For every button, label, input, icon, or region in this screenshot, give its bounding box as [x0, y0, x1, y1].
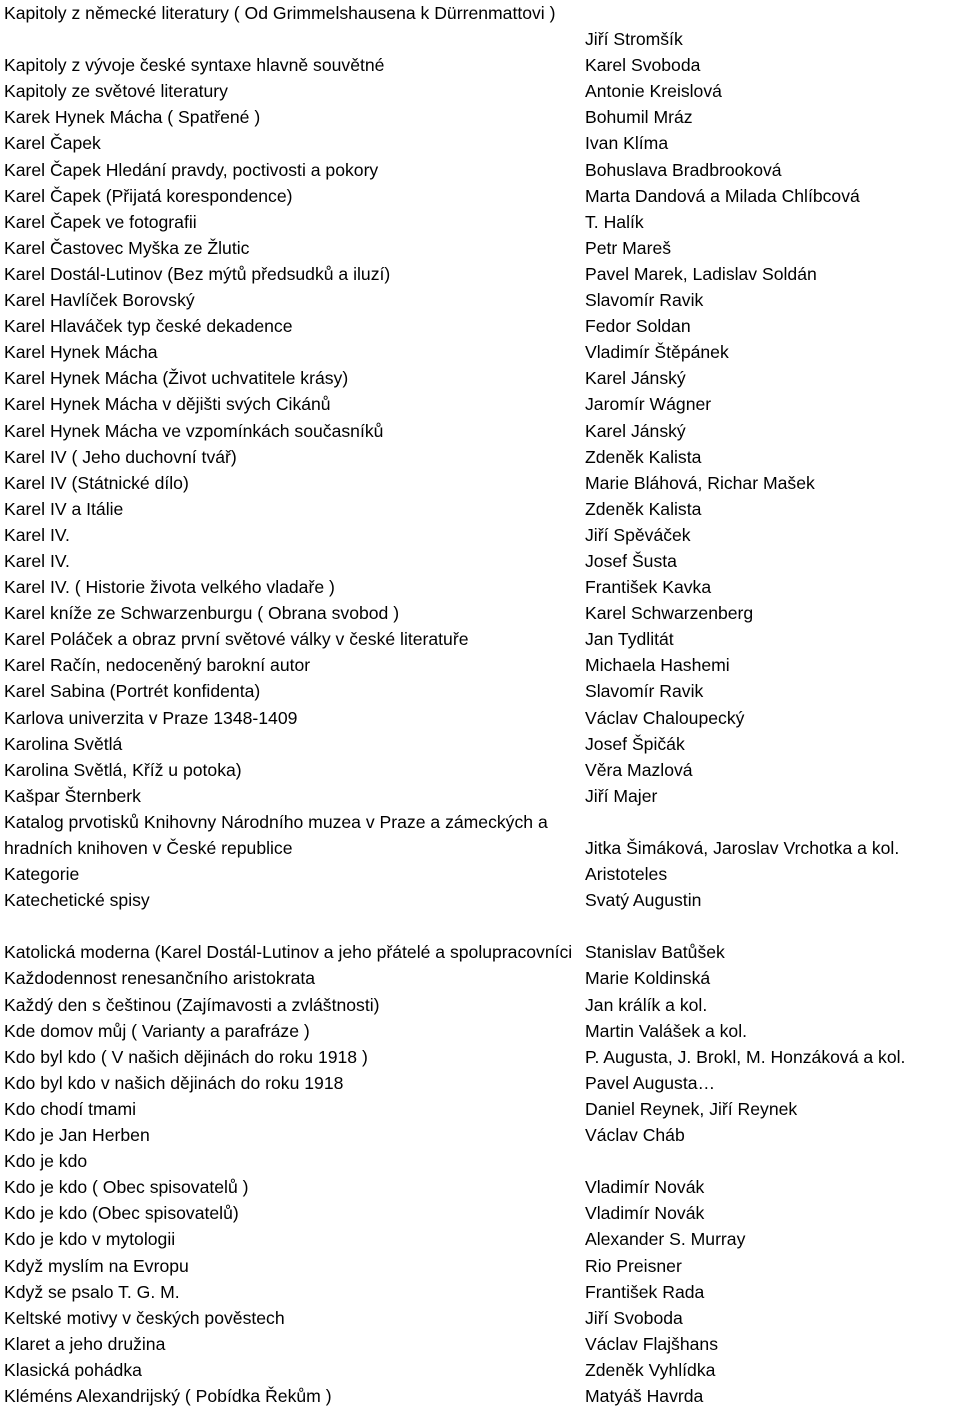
book-title: Karel Hynek Mácha: [4, 342, 158, 363]
book-title: Karel Čapek (Přijatá korespondence): [4, 185, 293, 206]
book-author: Zdeněk Kalista: [585, 446, 702, 467]
book-title: Karel IV a Itálie: [4, 498, 124, 519]
book-list: [4, 0, 960, 1409]
list-item: [4, 678, 960, 704]
book-title: Karel IV.: [4, 524, 70, 545]
list-item: [4, 783, 960, 809]
list-item: [4, 261, 960, 287]
book-author: Josef Šusta: [585, 550, 677, 571]
list-item: [4, 1331, 960, 1357]
book-author: Petr Mareš: [585, 237, 672, 258]
list-item: [4, 652, 960, 678]
book-author: Bohuslava Bradbrooková: [585, 159, 782, 180]
list-item: [4, 0, 960, 52]
book-title: Kapitoly ze světové literatury: [4, 81, 228, 102]
book-author: Karel Jánský: [585, 420, 686, 441]
list-item: [4, 1122, 960, 1148]
book-title: Keltské motivy v českých pověstech: [4, 1307, 285, 1328]
list-item: [4, 1096, 960, 1122]
book-author: Antonie Kreislová: [585, 81, 722, 102]
book-author: T. Halík: [585, 211, 644, 232]
book-author: František Rada: [585, 1281, 705, 1302]
book-author: Slavomír Ravik: [585, 681, 704, 702]
book-title: Kapitoly z německé literatury ( Od Grimmelshausena k Dürrenmattovi ): [4, 3, 556, 23]
list-item: [4, 626, 960, 652]
list-item: [4, 496, 960, 522]
book-title: Kde domov můj ( Varianty a parafráze ): [4, 1020, 310, 1041]
book-title: Kdo byl kdo ( V našich dějinách do roku 1918 ): [4, 1046, 368, 1067]
list-item: [4, 1174, 960, 1200]
book-author: Slavomír Ravik: [585, 290, 704, 311]
book-author: Ivan Klíma: [585, 133, 669, 154]
book-title: Karel Čapek Hledání pravdy, poctivosti a pokory: [4, 159, 379, 180]
book-title: Katechetické spisy: [4, 890, 150, 911]
list-item: [4, 1200, 960, 1226]
book-author: Vladimír Novák: [585, 1177, 705, 1198]
book-author: Vladimír Novák: [585, 1203, 705, 1224]
book-title: Karel Poláček a obraz první světové války v české literatuře: [4, 629, 469, 650]
book-author: Michaela Hashemi: [585, 655, 730, 676]
book-author: Václav Chaloupecký: [585, 707, 745, 728]
book-title: Karel IV.: [4, 550, 70, 571]
book-author: Pavel Augusta…: [585, 1072, 716, 1093]
list-item: [4, 861, 960, 887]
book-title: Kdo je kdo ( Obec spisovatelů ): [4, 1177, 249, 1198]
list-item: [4, 287, 960, 313]
list-item: [4, 157, 960, 183]
book-title: Karel Čapek: [4, 133, 101, 154]
book-title: Když myslím na Evropu: [4, 1255, 189, 1276]
list-item: [4, 130, 960, 156]
book-author: Jiří Spěváček: [585, 524, 691, 545]
book-title: Každý den s češtinou (Zajímavosti a zvláštnosti): [4, 994, 380, 1015]
list-item: [4, 444, 960, 470]
book-author: Matyáš Havrda: [585, 1385, 704, 1406]
list-item: [4, 1253, 960, 1279]
list-item: [4, 1070, 960, 1096]
book-author: Fedor Soldan: [585, 316, 691, 337]
book-title: Kdo je kdo: [4, 1151, 88, 1172]
book-author: Věra Mazlová: [585, 759, 693, 780]
book-author: Karel Schwarzenberg: [585, 603, 754, 624]
list-item: [4, 1357, 960, 1383]
book-author: František Kavka: [585, 577, 712, 598]
list-item: [4, 1044, 960, 1070]
book-title: Karel IV. ( Historie života velkého vladaře ): [4, 577, 335, 598]
book-author: Jiří Svoboda: [585, 1307, 683, 1328]
book-author: Svatý Augustin: [585, 890, 702, 911]
book-title: Klaret a jeho družina: [4, 1333, 166, 1354]
book-author: Jiří Stromšík: [585, 29, 683, 50]
list-item: [4, 887, 960, 913]
list-item: [4, 418, 960, 444]
list-item: [4, 209, 960, 235]
list-item: [4, 365, 960, 391]
book-title: Karek Hynek Mácha ( Spatřené ): [4, 107, 261, 128]
book-author: Martin Valášek a kol.: [585, 1020, 747, 1041]
book-title: Když se psalo T. G. M.: [4, 1281, 180, 1302]
book-title: Karel Hynek Mácha (Život uchvatitele krásy): [4, 368, 349, 389]
book-author: Marie Bláhová, Richar Mašek: [585, 472, 815, 493]
list-item: [4, 313, 960, 339]
book-author: Daniel Reynek, Jiří Reynek: [585, 1098, 798, 1119]
book-author: Stanislav Batůšek: [585, 942, 725, 963]
book-author: Pavel Marek, Ladislav Soldán: [585, 263, 817, 284]
book-author: P. Augusta, J. Brokl, M. Honzáková a kol.: [585, 1046, 906, 1067]
book-title: Kategorie: [4, 864, 80, 885]
list-item: [4, 574, 960, 600]
list-item: [4, 1226, 960, 1252]
list-item: [4, 705, 960, 731]
list-item: [4, 1018, 960, 1044]
book-title: Kdo chodí tmami: [4, 1098, 137, 1119]
book-title: Karel Hlaváček typ české dekadence: [4, 316, 293, 337]
list-item: [4, 470, 960, 496]
book-author: Marie Koldinská: [585, 968, 711, 989]
list-item: [4, 52, 960, 78]
list-item: [4, 1383, 960, 1409]
book-author: Rio Preisner: [585, 1255, 682, 1276]
list-item: [4, 391, 960, 417]
book-title: Kléméns Alexandrijský ( Pobídka Řekům ): [4, 1385, 332, 1406]
book-title: Kapitoly z vývoje české syntaxe hlavně souvětné: [4, 55, 385, 76]
book-author: Alexander S. Murray: [585, 1229, 746, 1250]
book-author: Karel Svoboda: [585, 55, 701, 76]
book-title: Karel Hynek Mácha ve vzpomínkách současníků: [4, 420, 384, 441]
book-title: Katalog prvotisků Knihovny Národního muzea v Praze a zámeckých a hradních knihoven v České republice: [4, 811, 548, 858]
book-author: Zdeněk Vyhlídka: [585, 1359, 716, 1380]
book-title: Kdo je kdo (Obec spisovatelů): [4, 1203, 239, 1224]
book-title: Karel Račín, nedoceněný barokní autor: [4, 655, 311, 676]
list-item: [4, 1305, 960, 1331]
book-author: Aristoteles: [585, 864, 668, 885]
book-author: Jan králík a kol.: [585, 994, 708, 1015]
book-author: Vladimír Štěpánek: [585, 342, 729, 363]
book-author: Josef Špičák: [585, 733, 685, 754]
book-title: Karel IV (Státnické dílo): [4, 472, 189, 493]
list-item: [4, 965, 960, 991]
book-title: Klasická pohádka: [4, 1359, 142, 1380]
book-author: Jitka Šimáková, Jaroslav Vrchotka a kol.: [585, 838, 900, 858]
book-author: Václav Flajšhans: [585, 1333, 718, 1354]
list-item: [4, 235, 960, 261]
book-title: Kdo byl kdo v našich dějinách do roku 1918: [4, 1072, 344, 1093]
book-title: Karlova univerzita v Praze 1348-1409: [4, 707, 298, 728]
book-author: Bohumil Mráz: [585, 107, 693, 128]
book-author: Jiří Majer: [585, 785, 658, 806]
list-item: [4, 757, 960, 783]
book-author: Zdeněk Kalista: [585, 498, 702, 519]
book-title: Kašpar Šternberk: [4, 785, 141, 806]
book-title: Karel kníže ze Schwarzenburgu ( Obrana svobod ): [4, 603, 400, 624]
book-author: Václav Cháb: [585, 1125, 685, 1146]
list-item: [4, 992, 960, 1018]
list-item: [4, 600, 960, 626]
book-title: Katolická moderna (Karel Dostál-Lutinov a jeho přátelé a spolupracovníci: [4, 942, 573, 963]
list-item: [4, 78, 960, 104]
book-title: Karel Čapek ve fotografii: [4, 211, 197, 232]
list-item: [4, 809, 960, 861]
book-title: Karel Dostál-Lutinov (Bez mýtů předsudků a iluzí): [4, 263, 391, 284]
book-title: Karel IV ( Jeho duchovní tvář): [4, 446, 237, 467]
book-title: Karel Sabina (Portrét konfidenta): [4, 681, 261, 702]
list-item: [4, 913, 960, 965]
list-item: [4, 183, 960, 209]
book-author: Karel Jánský: [585, 368, 686, 389]
book-author: Jaromír Wágner: [585, 394, 712, 415]
book-title: Karel Havlíček Borovský: [4, 290, 195, 311]
book-title: Karolina Světlá: [4, 733, 123, 754]
book-title: Kdo je Jan Herben: [4, 1125, 150, 1146]
list-item: [4, 339, 960, 365]
list-item: [4, 104, 960, 130]
list-item: [4, 522, 960, 548]
list-item: [4, 731, 960, 757]
book-author: Marta Dandová a Milada Chlíbcová: [585, 185, 860, 206]
book-title: Kdo je kdo v mytologii: [4, 1229, 176, 1250]
book-author: Jan Tydlitát: [585, 629, 674, 650]
book-title: Karel Častovec Myška ze Žlutic: [4, 237, 250, 258]
list-item: [4, 1148, 960, 1174]
list-item: [4, 548, 960, 574]
book-title: Karel Hynek Mácha v dějišti svých Cikánů: [4, 394, 331, 415]
book-title: Karolina Světlá, Kříž u potoka): [4, 759, 242, 780]
list-item: [4, 1279, 960, 1305]
book-title: Každodennost renesančního aristokrata: [4, 968, 316, 989]
